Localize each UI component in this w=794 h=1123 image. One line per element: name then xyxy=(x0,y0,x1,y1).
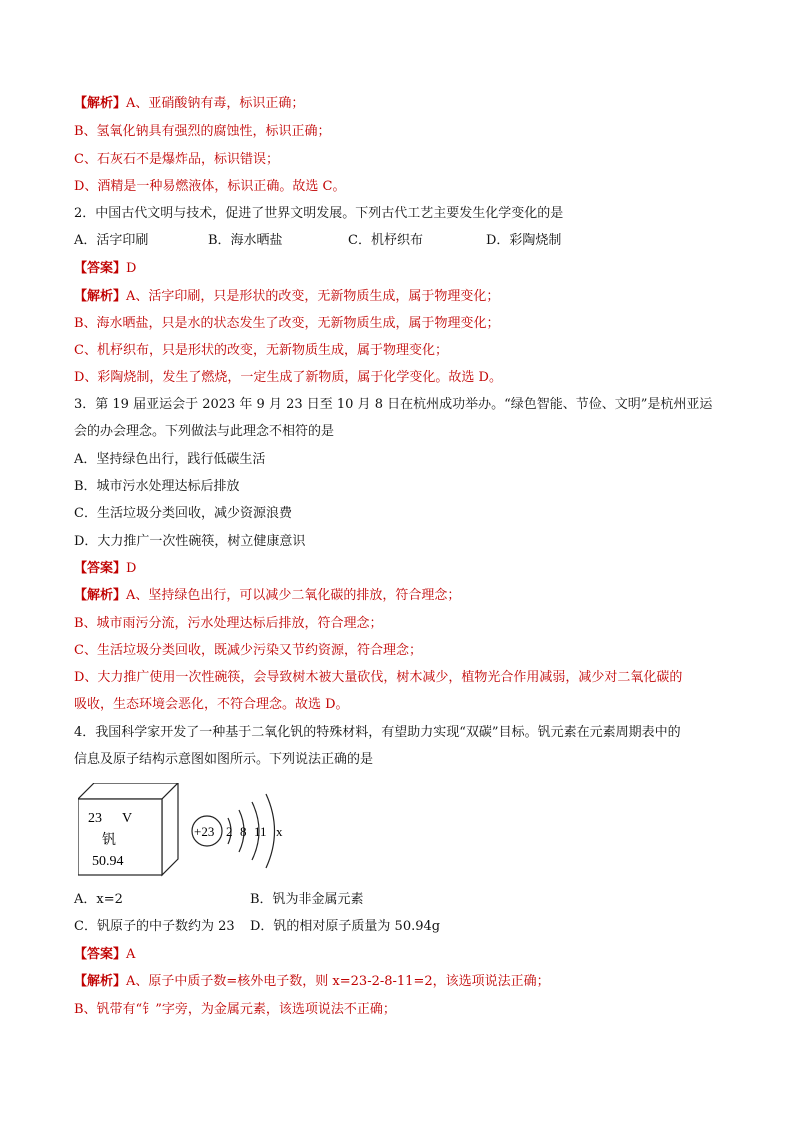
shell-4-electrons: x xyxy=(276,824,283,839)
q2-stem: 2．中国古代文明与技术，促进了世界文明发展。下列古代工艺主要发生化学变化的是 xyxy=(74,206,564,221)
q4-option-d: D．钒的相对原子质量为 50.94g xyxy=(250,919,441,934)
q2-analysis-c: C、机杼织布，只是形状的改变，无新物质生成，属于物理变化； xyxy=(74,343,448,358)
q1-analysis-b: B、氢氧化钠具有强烈的腐蚀性，标识正确； xyxy=(74,124,331,139)
q4-analysis-b: B、钒带有“钅”字旁，为金属元素，该选项说法不正确； xyxy=(74,1002,396,1017)
q4-options-row1 xyxy=(74,892,364,908)
q2-analysis-a: 【解析】A、活字印刷，只是形状的改变，无新物质生成，属于物理变化； xyxy=(74,289,500,304)
q4-option-a: A．x=2 xyxy=(74,892,123,907)
nucleus-charge: +23 xyxy=(194,824,215,839)
q2-option-d: D．彩陶烧制 xyxy=(486,233,562,248)
q4-answer: 【答案】A xyxy=(74,947,136,962)
q3-option-c: C．生活垃圾分类回收，减少资源浪费 xyxy=(74,506,292,521)
q2-answer: 【答案】D xyxy=(74,261,137,276)
element-mass: 50.94 xyxy=(92,854,124,869)
element-card xyxy=(78,783,182,877)
q3-stem-line1: 3．第 19 届亚运会于 2023 年 9 月 23 日至 10 月 8 日在杭州成功举办。“绿色智能、节俭、文明”是杭州亚运 xyxy=(74,397,713,412)
q3-analysis-b: B、城市雨污分流，污水处理达标后排放，符合理念； xyxy=(74,616,383,631)
q4-option-b: B．钒为非金属元素 xyxy=(250,892,364,907)
q2-option-a: A．活字印刷 xyxy=(74,233,149,248)
shell-3-electrons: 11 xyxy=(254,824,267,839)
element-name: 钒 xyxy=(102,832,116,848)
q3-analysis-c: C、生活垃圾分类回收，既减少污染又节约资源，符合理念； xyxy=(74,643,422,658)
q2-option-b: B．海水晒盐 xyxy=(208,233,283,248)
q2-options xyxy=(74,233,561,249)
shell-1-electrons: 2 xyxy=(226,824,233,839)
q2-analysis-b: B、海水晒盐，只是水的状态发生了改变，无新物质生成，属于物理变化； xyxy=(74,316,500,331)
q4-stem-line1: 4．我国科学家开发了一种基于二氧化钒的特殊材料，有望助力实现“双碳”目标。钒元素在元素周期表中的 xyxy=(74,725,681,740)
q1-analysis-a: 【解析】A、亚硝酸钠有毒，标识正确； xyxy=(74,96,305,111)
electron-shell-4 xyxy=(266,794,275,868)
element-atomic-number: 23 xyxy=(88,811,102,826)
q3-analysis-d: D、大力推广使用一次性碗筷，会导致树木被大量砍伐，树木减少，植物光合作用减弱，减少对二氧化碳的 xyxy=(74,670,683,685)
atom-structure-diagram xyxy=(190,792,300,870)
q2-option-c: C．机杼织布 xyxy=(348,233,423,248)
element-symbol: V xyxy=(122,811,133,826)
q1-analysis-c: C、石灰石不是爆炸品，标识错误； xyxy=(74,152,279,167)
q2-analysis-d: D、彩陶烧制，发生了燃烧，一定生成了新物质，属于化学变化。故选 D。 xyxy=(74,370,502,385)
q3-option-d: D．大力推广一次性碗筷，树立健康意识 xyxy=(74,534,306,549)
q3-stem-line2: 会的办会理念。下列做法与此理念不相符的是 xyxy=(74,424,335,439)
q3-analysis-d-cont: 吸收，生态环境会恶化，不符合理念。故选 D。 xyxy=(74,697,349,712)
q4-analysis-a: 【解析】A、原子中质子数=核外电子数，则 x=23-2-8-11=2，该选项说法正确； xyxy=(74,974,550,989)
q4-options-row2 xyxy=(74,919,440,935)
q3-answer: 【答案】D xyxy=(74,561,137,576)
q1-analysis-d: D、酒精是一种易燃液体，标识正确。故选 C。 xyxy=(74,179,346,194)
q4-option-c: C．钒原子的中子数约为 23 xyxy=(74,919,235,934)
q4-stem-line2: 信息及原子结构示意图如图所示。下列说法正确的是 xyxy=(74,752,374,767)
q3-analysis-a: 【解析】A、坚持绿色出行，可以减少二氧化碳的排放，符合理念； xyxy=(74,588,461,603)
q3-option-b: B．城市污水处理达标后排放 xyxy=(74,479,240,494)
q3-option-a: A．坚持绿色出行，践行低碳生活 xyxy=(74,452,266,467)
shell-2-electrons: 8 xyxy=(240,824,247,839)
